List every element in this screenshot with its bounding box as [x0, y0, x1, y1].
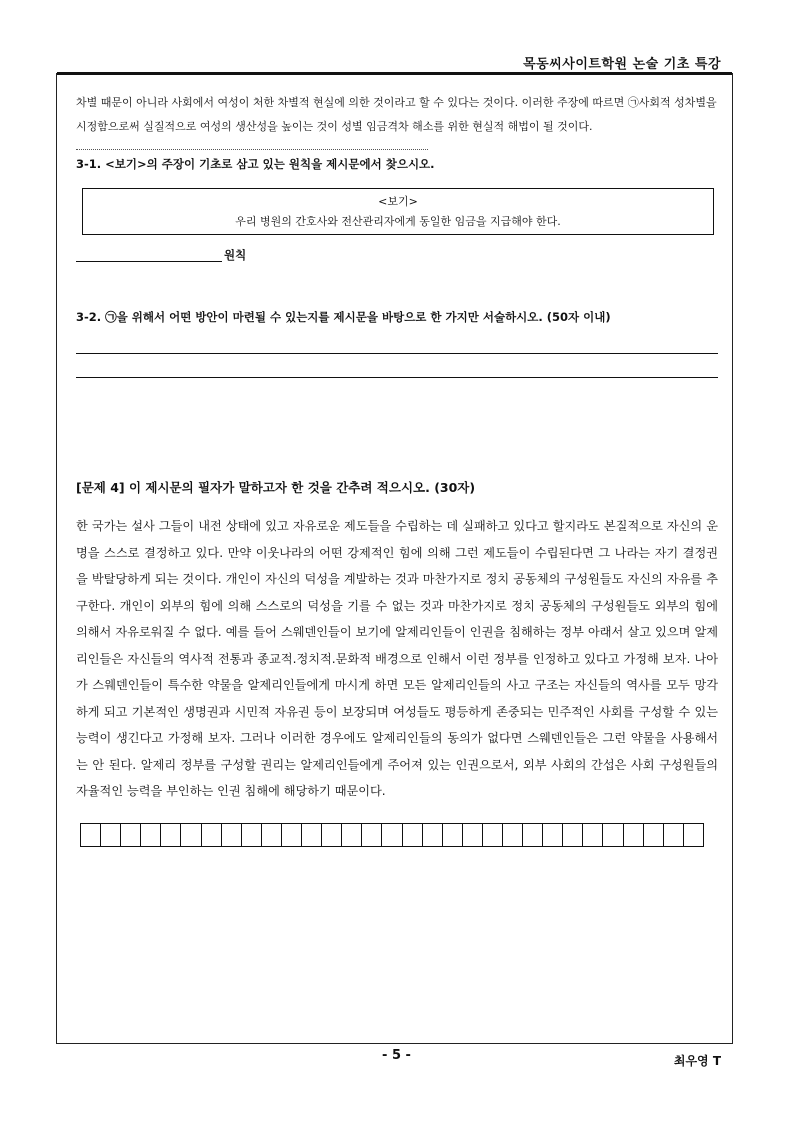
grid-cell[interactable]: [644, 824, 664, 846]
grid-cell[interactable]: [222, 824, 242, 846]
grid-cell[interactable]: [664, 824, 684, 846]
grid-cell[interactable]: [503, 824, 523, 846]
grid-cell[interactable]: [543, 824, 563, 846]
grid-cell[interactable]: [403, 824, 423, 846]
q3-1-answer-suffix: 원칙: [224, 248, 247, 262]
grid-cell[interactable]: [603, 824, 623, 846]
q3-2-answer-line-1[interactable]: [76, 353, 718, 354]
grid-cell[interactable]: [322, 824, 342, 846]
grid-cell[interactable]: [463, 824, 483, 846]
grid-cell[interactable]: [262, 824, 282, 846]
grid-cell[interactable]: [202, 824, 222, 846]
page-frame: [56, 73, 733, 1044]
grid-cell[interactable]: [121, 824, 141, 846]
grid-cell[interactable]: [282, 824, 302, 846]
intro-paragraph: 차별 때문이 아니라 사회에서 여성이 처한 차별적 현실에 의한 것이라고 할 수 있다는 것이다. 이러한 주장에 따르면 ㉠사회적 성차별을 시정함으로써 실질적으로 여성의 생산성을 높이는 것이 성별 임금격차 해소를 위한 현실적 해법이 될 것이다.: [76, 96, 717, 133]
q3-1-answer-blank[interactable]: [76, 247, 222, 262]
grid-cell[interactable]: [81, 824, 101, 846]
grid-cell[interactable]: [624, 824, 644, 846]
dotted-separator: [76, 149, 428, 150]
grid-cell[interactable]: [181, 824, 201, 846]
grid-cell[interactable]: [563, 824, 583, 846]
grid-cell[interactable]: [684, 824, 704, 846]
grid-cell[interactable]: [302, 824, 322, 846]
header-title: 목동씨사이트학원 논술 기초 특강: [523, 57, 721, 72]
answer-grid[interactable]: [80, 823, 704, 847]
grid-cell[interactable]: [583, 824, 603, 846]
example-box-text: 우리 병원의 간호사와 전산관리자에게 동일한 임금을 지급해야 한다.: [235, 215, 561, 228]
teacher-name: 최우영 T: [673, 1054, 721, 1068]
grid-cell[interactable]: [141, 824, 161, 846]
grid-cell[interactable]: [443, 824, 463, 846]
grid-cell[interactable]: [483, 824, 503, 846]
q4-passage: 한 국가는 설사 그들이 내전 상태에 있고 자유로운 제도들을 수립하는 데 실패하고 있다고 할지라도 본질적으로 자신의 운명을 스스로 결정하고 있다. 만약 이웃나라의 어떤 강제적인 힘에 의해 그런 제도들이 수립된다면 그 나라는 자기 결정권을 박탈당하게 되는 것이다. 개인이 자신의 덕성을 계발하는 것과 마찬가지로 정치 공동체의 구성원들도 자신의 자유를 추구한다. 개인이 외부의 힘에 의해 스스로의 덕성을 기를 수 없는 것과 마찬가지로 정치 공동체의 구성원들도 외부의 힘에 의해서 자유로워질 수 없다. 예를 들어 스웨덴인들이 보기에 알제리인들이 인권을 침해하는 정부 아래서 살고 있으며 알제리인들은 자신들의 역사적 전통과 종교적.정치적.문화적 배경으로 인해서 이런 정부를 인정하고 있다고 가정해 보자. 나아가 스웨덴인들이 특수한 약물을 알제리인들에게 마시게 하면 모든 알제리인들의 사고 구조는 자신들의 역사를 모두 망각하게 되고 기본적인 생명권과 시민적 자유권 등이 보장되며 여성들도 평등하게 존중되는 민주적인 사회를 구성할 수 있는 능력이 생긴다고 가정해 보자. 그러나 이러한 경우에도 알제리인들의 동의가 없다면 스웨덴인들은 그런 약물을 사용해서는 안 된다. 알제리 정부를 구성할 권리는 알제리인들에게 주어져 있는 인권으로서, 외부 사회의 간섭은 사회 구성원들의 자율적인 능력을 부인하는 인권 침해에 해당하기 때문이다.: [76, 519, 718, 798]
grid-cell[interactable]: [242, 824, 262, 846]
grid-cell[interactable]: [382, 824, 402, 846]
grid-cell[interactable]: [101, 824, 121, 846]
q3-2-heading: 3-2. ㉠을 위해서 어떤 방안이 마련될 수 있는지를 제시문을 바탕으로 한 가지만 서술하시오. (50자 이내): [76, 310, 611, 324]
q3-2-answer-line-2[interactable]: [76, 377, 718, 378]
frame-top-rule: [57, 72, 732, 75]
page-number: - 5 -: [382, 1048, 411, 1063]
grid-cell[interactable]: [423, 824, 443, 846]
q4-heading: [문제 4] 이 제시문의 필자가 말하고자 한 것을 간추려 적으시오. (30자): [76, 480, 476, 495]
intro-paragraph-block: [76, 91, 718, 139]
example-box-title: <보기>: [378, 195, 418, 208]
grid-cell[interactable]: [161, 824, 181, 846]
example-box: [82, 188, 714, 235]
grid-cell[interactable]: [523, 824, 543, 846]
q3-1-answer-row: [76, 247, 246, 263]
grid-cell[interactable]: [342, 824, 362, 846]
grid-cell[interactable]: [362, 824, 382, 846]
q3-1-heading: 3-1. <보기>의 주장이 기초로 삼고 있는 원칙을 제시문에서 찾으시오.: [76, 157, 435, 171]
